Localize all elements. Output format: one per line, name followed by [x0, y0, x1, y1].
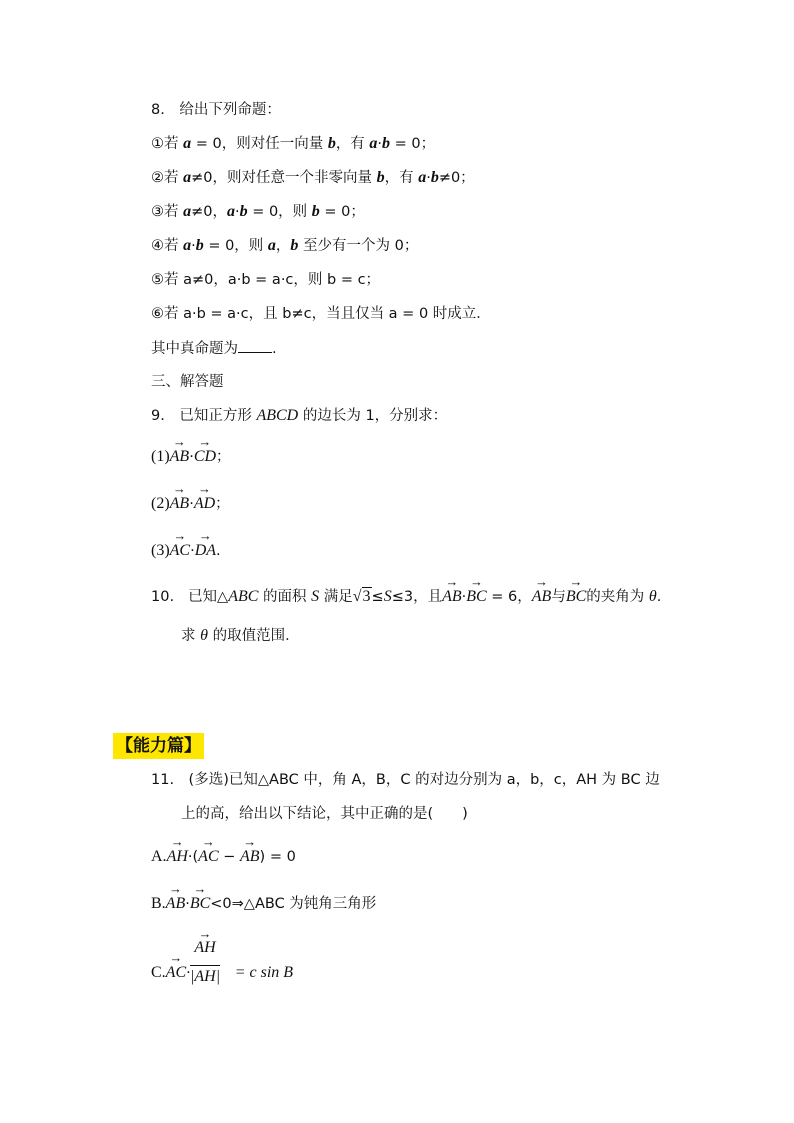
ability-section-badge: 【能力篇】 [113, 733, 204, 759]
q9-title: 9. 已知正方形 ABCD 的边长为 1，分别求： [151, 407, 448, 424]
q10-line-2: 求 θ 的取值范围． [181, 627, 300, 644]
section-heading: 三、解答题 [151, 374, 224, 390]
answer-blank [238, 338, 272, 353]
q11-option-b: B.→ AB·→ BC<0⇒△ABC 为钝角三角形 [151, 890, 376, 914]
q9-part-3: (3)→ AC·→ DA. [151, 537, 221, 561]
q9-part-2: (2)→ AB·→ AD； [151, 490, 230, 514]
q9-part-1: (1)→ AB·→ CD； [151, 443, 231, 467]
q8-item-6: ⑥若 a·b = a·c，且 b≠c，当且仅当 a = 0 时成立． [151, 306, 491, 322]
q8-item-1: ①若 a = 0，则对任一向量 b，有 a·b = 0； [151, 135, 436, 152]
q8-item-4: ④若 a·b = 0，则 a，b 至少有一个为 0； [151, 237, 419, 254]
q8-item-5: ⑤若 a≠0，a·b = a·c，则 b = c； [151, 272, 381, 288]
q11-option-c-fraction: → AH |AH| [190, 935, 220, 986]
q10-line-1: 10. 已知△ABC 的面积 S 满足√3≤S≤3，且→ AB·→ BC = 6，→ AB与→ BC的夹角为 θ. [151, 583, 661, 607]
q11-option-a: A.→ AH·(→ AC − → AB) = 0 [151, 843, 296, 867]
q8-item-2: ②若 a≠0，则对任意一个非零向量 b，有 a·b≠0； [151, 169, 475, 186]
q11-option-c: C.→ AC· = c sin B [151, 959, 293, 983]
q11-line-2: 上的高，给出以下结论，其中正确的是( ) [181, 806, 468, 822]
q8-item-3: ③若 a≠0，a·b = 0，则 b = 0； [151, 203, 365, 220]
q8-conclusion: 其中真命题为 . [151, 338, 277, 359]
q11-line-1: 11. (多选)已知△ABC 中，角 A，B，C 的对边分别为 a，b，c，AH 为 BC 边 [151, 772, 660, 788]
q8-title: 8. 给出下列命题： [151, 102, 281, 118]
